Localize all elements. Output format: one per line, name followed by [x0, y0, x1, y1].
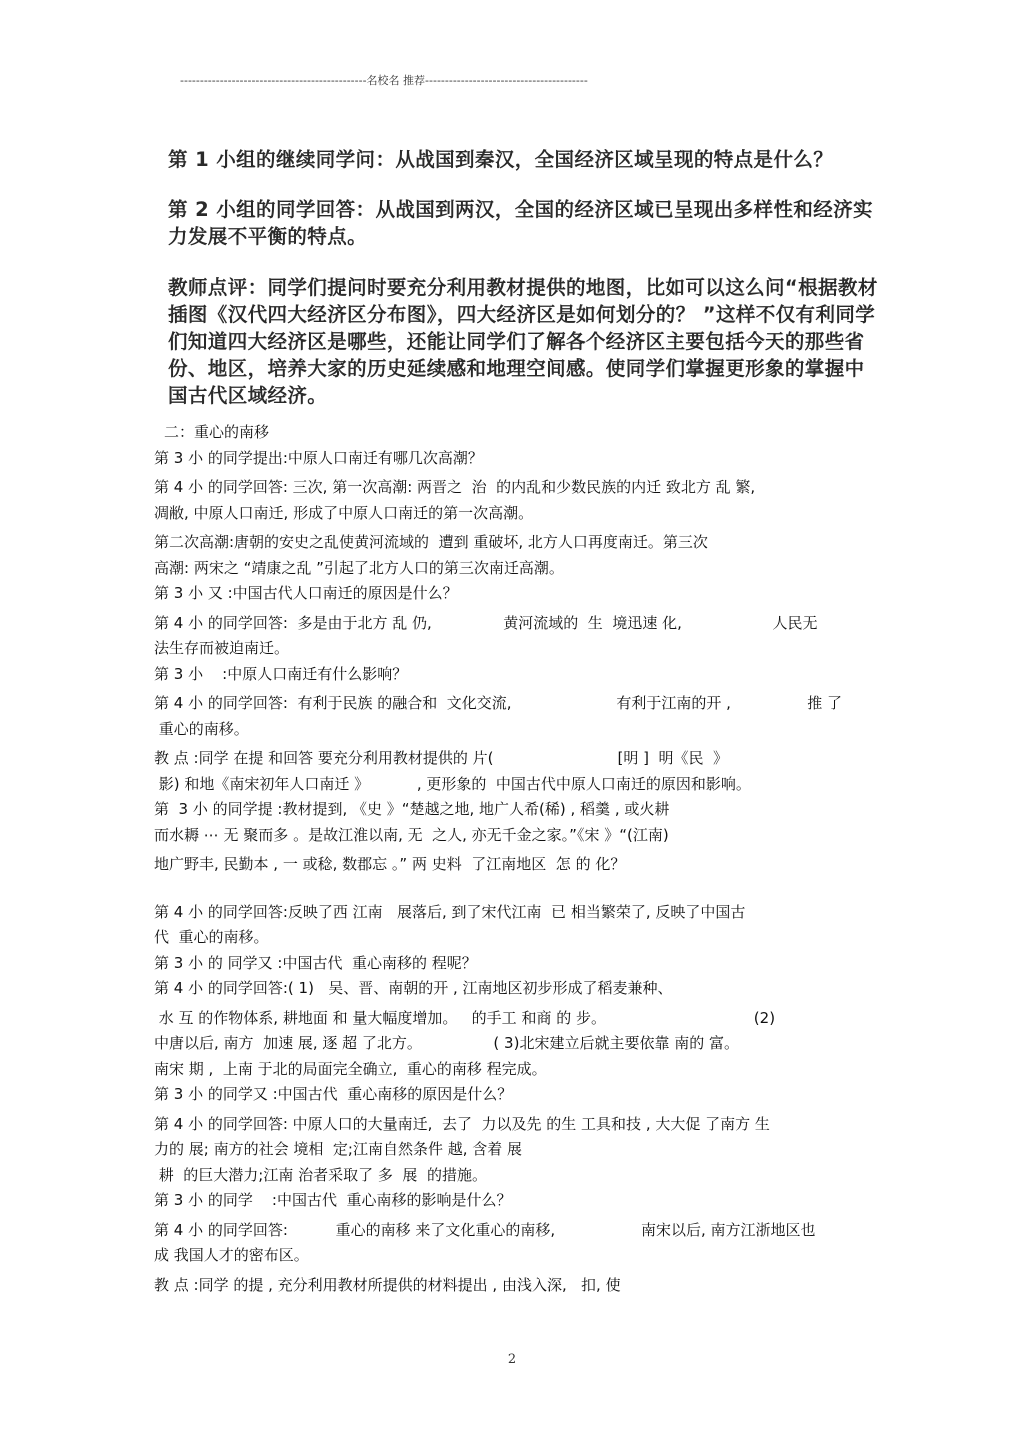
text-line: 第 4 小 的同学回答: 有利于民族 的融合和 文化交流, 有利于江南的开 , 推 了 [154, 694, 843, 712]
text-line: 第 3 小 的同学 :中国古代 重心南移的影响是什么？ [154, 1191, 512, 1209]
text-line: 地广野丰, 民勤本 , 一 或稔, 数郡忘 。” 两 史料 了江南地区 怎 的 化？ [154, 855, 626, 873]
page-number: 2 [507, 1352, 517, 1367]
bold-teacher-comment: 教师点评：同学们提问时要充分利用教材提供的地图，比如可以这么问“根据教材插图《汉代四大经济区分布图》，四大经济区是如何划分的？ ”这样不仅有利同学们知道四大经济区是哪些，还能让同学们了解各个经济区主要包括今天的那些省份、地区，培养大家的历史延续感和地理空间感。使同学们掌握更形象的掌握中国古代区域经济。 [168, 276, 878, 407]
text-line: 水 互 的作物体系, 耕地面 和 量大幅度增加。 的手工 和商 的 步。 (2) [154, 1008, 776, 1027]
text-line: 耕 的巨大潜力;江南 治者采取了 多 展 的措施。 [154, 1165, 487, 1184]
text-line: 中唐以后, 南方 加速 展, 逐 超 了北方。 ( 3)北宋建立后就主要依靠 南的 富。 [154, 1034, 739, 1052]
text-line: 第 3 小 的 同学又 :中国古代 重心南移的 程呢？ [154, 953, 477, 972]
text-line: 第 4 小 的同学回答:反映了西 江南 展落后, 到了宋代江南 已 相当繁荣了, 反映了中国古 [154, 902, 746, 921]
text-line: 第 3 小 的同学又 :中国古代 重心南移的原因是什么？ [154, 1085, 513, 1103]
text-line: 重心的南移。 [154, 719, 249, 738]
bold-question-1: 第 1 小组的继续同学问：从战国到秦汉，全国经济区域呈现的特点是什么？ [168, 148, 834, 171]
text-line: 而水耨 ⋯ 无 聚而多 。是故江淮以南, 无 之人, 亦无千金之家。”《宋 》“(江南) [154, 825, 669, 844]
text-line: 第 4 小 的同学回答: 重心的南移 来了文化重心的南移, 南宋以后, 南方江浙地区也 [154, 1220, 816, 1239]
text-line: 凋敝, 中原人口南迁, 形成了中原人口南迁的第一次高潮。 [154, 503, 534, 522]
body-text [154, 420, 870, 1298]
text-line: 第二次高潮:唐朝的安史之乱使黄河流域的 遭到 重破坏, 北方人口再度南迁。第三次 [154, 533, 708, 551]
text-line: 南宋 期 , 上南 于北的局面完全确立, 重心的南移 程完成。 [154, 1059, 547, 1078]
text-line: 第 4 小 的同学回答: 多是由于北方 乱 仍, 黄河流域的 生 境迅速 化, 人民无 [154, 613, 818, 632]
text-line: 教 点 :同学 的提 , 充分利用教材所提供的材料提出 , 由浅入深, 扣, 使 [154, 1275, 621, 1294]
section-title: 二：重心的南移 [164, 423, 270, 441]
text-line: 代 重心的南移。 [154, 928, 269, 946]
text-line: 影) 和地《南宋初年人口南迁 》 , 更形象的 中国古代中原人口南迁的原因和影响。 [154, 774, 751, 793]
text-line: 第 4 小 的同学回答: 三次, 第一次高潮: 两晋之 治 的内乱和少数民族的内迁 致北方 乱 繁, [154, 478, 756, 496]
text-line: 第 3 小 的同学提出:中原人口南迁有哪几次高潮？ [154, 448, 483, 467]
text-line: 第 3 小 又 :中国古代人口南迁的原因是什么？ [154, 584, 458, 602]
page-header: -----------------------------------------------名校名 推荐----------------------------------------- [180, 74, 588, 87]
text-line: 第 4 小 的同学回答:( 1) 吴、晋、南朝的开 , 江南地区初步形成了稻麦兼种、 [154, 979, 673, 997]
text-line: 成 我国人才的密布区。 [154, 1246, 309, 1264]
text-line: 第 3 小 :中原人口南迁有什么影响？ [154, 664, 408, 683]
text-line: 第 3 小 的同学提 :教材提到, 《史 》“楚越之地, 地广人希(稀) , 稻羹 , 或火耕 [154, 800, 670, 818]
text-line: 力的 展; 南方的社会 境相 定;江南自然条件 越, 含着 展 [154, 1140, 523, 1158]
bold-answer-2: 第 2 小组的同学回答：从战国到两汉，全国的经济区域已呈现出多样性和经济实力发展不平衡的特点。 [168, 198, 873, 248]
text-line: 法生存而被迫南迁。 [154, 639, 290, 657]
text-line: 第 4 小 的同学回答: 中原人口的大量南迁, 去了 力以及先 的生 工具和技 , 大大促 了南方 生 [154, 1114, 770, 1133]
text-line: 高潮: 两宋之 “靖康之乱 ”引起了北方人口的第三次南迁高潮。 [154, 558, 564, 577]
text-line: 教 点 :同学 在提 和回答 要充分利用教材提供的 片( [明 ] 明《民 》 [154, 749, 729, 767]
